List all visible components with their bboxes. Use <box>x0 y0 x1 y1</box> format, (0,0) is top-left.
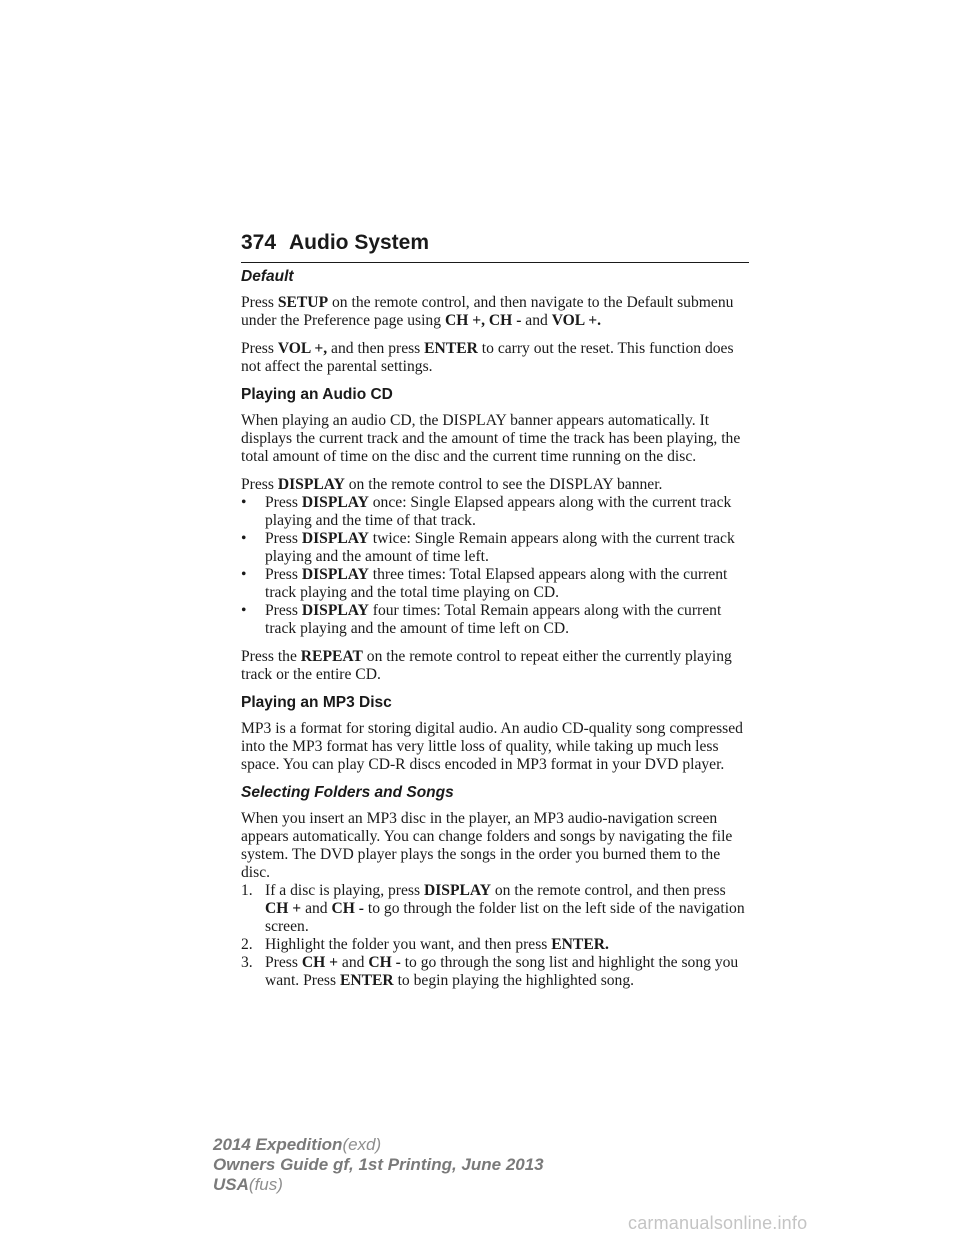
folder-steps-list <box>241 882 751 990</box>
footer-line-1: 2014 Expedition(exd) <box>213 1135 382 1154</box>
footer-line-3: USA(fus) <box>213 1175 283 1194</box>
list-item: 3. Press CH + and CH - to go through the song list and highlight the song you want. Press ENTER to begin playing the highlighted song. <box>241 954 739 989</box>
footer-line-2: Owners Guide gf, 1st Printing, June 2013 <box>213 1155 544 1174</box>
bullet-icon: • <box>241 494 247 511</box>
heading-default: Default <box>241 268 294 285</box>
audio-cd-paragraph-2: Press DISPLAY on the remote control to see the DISPLAY banner. <box>241 476 663 493</box>
document-footer <box>213 1135 544 1195</box>
audio-cd-paragraph-1: When playing an audio CD, the DISPLAY banner appears automatically. It displays the current track and the amount of time the track has been playing, the total amount of time on the disc and the current time running on the disc. <box>241 412 741 465</box>
page-number: 374 <box>241 231 277 254</box>
step-number: 2. <box>241 936 253 953</box>
section-title: Audio System <box>289 231 430 254</box>
mp3-paragraph-1: MP3 is a format for storing digital audio. An audio CD-quality song compressed into the MP3 format has very little loss of quality, while taking up much less space. You can play CD-R discs encoded in MP3 format in your DVD player. <box>241 720 743 773</box>
bullet-icon: • <box>241 602 247 619</box>
list-item: 2. Highlight the folder you want, and then press ENTER. <box>241 936 609 953</box>
list-item: • Press DISPLAY three times: Total Elapsed appears along with the current track playing and the total time playing on CD. <box>241 566 728 601</box>
default-paragraph-1: Press SETUP on the remote control, and then navigate to the Default submenu under the Preference page using CH +, CH - and VOL +. <box>241 294 734 329</box>
heading-audio-cd: Playing an Audio CD <box>241 386 393 403</box>
step-number: 1. <box>241 882 253 899</box>
page-content <box>241 268 751 990</box>
default-paragraph-2: Press VOL +, and then press ENTER to carry out the reset. This function does not affect the parental settings. <box>241 340 734 375</box>
folders-paragraph-1: When you insert an MP3 disc in the player, an MP3 audio-navigation screen appears automatically. You can change folders and songs by navigating the file system. The DVD player plays the songs in the order you burned them to the disc. <box>241 810 733 881</box>
list-item: • Press DISPLAY twice: Single Remain appears along with the current track playing and the amount of time left. <box>241 530 735 565</box>
bullet-icon: • <box>241 566 247 583</box>
audio-cd-paragraph-3: Press the REPEAT on the remote control to repeat either the currently playing track or the entire CD. <box>241 648 732 683</box>
display-options-list <box>241 494 751 638</box>
step-number: 3. <box>241 954 253 971</box>
page-header <box>241 230 749 263</box>
watermark: carmanualsonline.info <box>628 1213 808 1233</box>
heading-folders-songs: Selecting Folders and Songs <box>241 784 454 801</box>
bullet-icon: • <box>241 530 247 547</box>
list-item: 1. If a disc is playing, press DISPLAY on the remote control, and then press CH + and CH - to go through the folder list on the left side of the navigation screen. <box>241 882 745 935</box>
heading-mp3-disc: Playing an MP3 Disc <box>241 694 392 711</box>
list-item: • Press DISPLAY four times: Total Remain appears along with the current track playing and the amount of time left on CD. <box>241 602 722 637</box>
list-item: • Press DISPLAY once: Single Elapsed appears along with the current track playing and the time of that track. <box>241 494 732 529</box>
